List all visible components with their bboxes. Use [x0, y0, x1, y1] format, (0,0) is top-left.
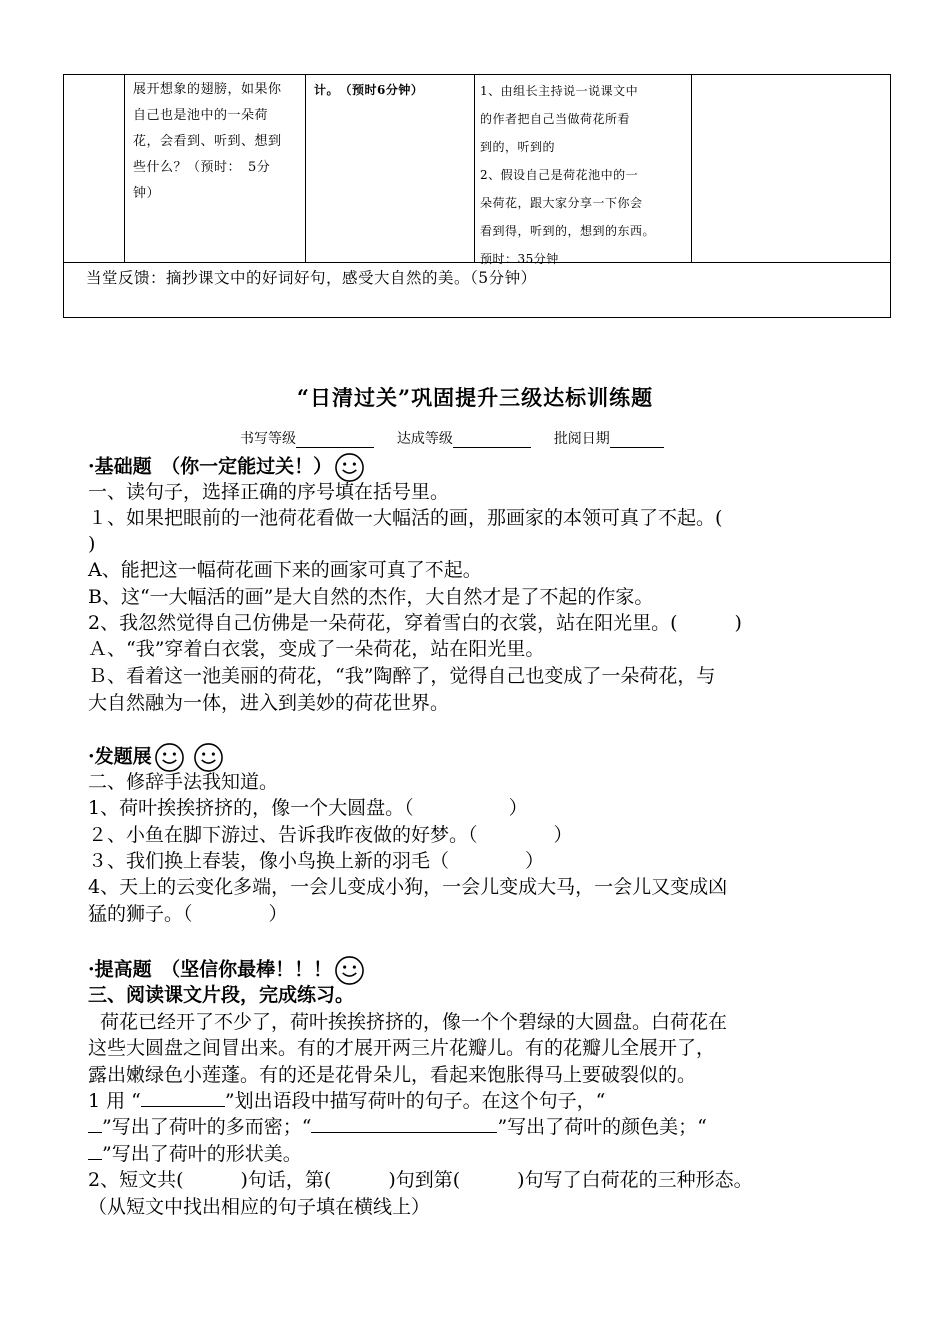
pass-grade-label: 达成等级 [396, 431, 453, 447]
steps-line: 2、假设自己是荷花池中的一 [480, 168, 639, 182]
activity-line: 钟） [133, 186, 161, 201]
passage-line: 露出嫩绿色小莲蓬。有的还是花骨朵儿，看起来饱胀得马上要破裂似的。 [88, 1064, 697, 1086]
question-3-2-text: ”写出了荷叶的多而密；“ [102, 1116, 312, 1138]
question-1-1-close: ) [88, 533, 96, 555]
review-date-blank[interactable] [610, 433, 664, 448]
steps-line: 朵荷花，跟大家分享一下你会 [480, 196, 643, 210]
question-3-3-text: ”写出了荷叶的形状美。 [102, 1143, 302, 1165]
activity-line: 花，会看到、听到、想到 [133, 134, 282, 149]
advanced-heading-text: ·提高题 （坚信你最棒！！！ [88, 958, 333, 981]
steps-line: 1、由组长主持说一说课文中 [480, 84, 639, 98]
steps-line: 预时：35分钟 [480, 252, 559, 266]
answer-blank[interactable] [88, 1142, 102, 1160]
question-1-1: １、如果把眼前的一池荷花看做一大幅活的画，那画家的本领可真了不起。( [88, 507, 723, 529]
develop-heading-text: ·发题展 [88, 745, 152, 768]
activity-cell [133, 77, 299, 207]
passage-line: 荷花已经开了不少了，荷叶挨挨挤挤的，像一个个碧绿的大圆盘。白荷花在 [100, 1011, 728, 1033]
question-2-4-cont: 猛的狮子。（ ） [88, 903, 288, 925]
question-3-3 [88, 1141, 302, 1168]
question-2-4: 4、天上的云变化多端，一会儿变成小狗，一会儿变成大马，一会儿又变成凶 [88, 876, 728, 898]
question-3-5: （从短文中找出相应的句子填在横线上） [88, 1196, 431, 1218]
answer-blank[interactable] [141, 1089, 225, 1107]
option-b-cont: 大自然融为一体，进入到美妙的荷花世界。 [88, 692, 450, 714]
lesson-plan-table [63, 74, 891, 318]
table-divider [64, 262, 890, 263]
question-3-4: 2、短文共( )句话，第( )句到第( )句写了白荷花的三种形态。 [88, 1169, 753, 1191]
review-date-label: 批阅日期 [553, 431, 610, 447]
question-3-intro: 三、阅读课文片段，完成练习。 [88, 984, 355, 1006]
question-3-1 [88, 1088, 605, 1115]
question-2-3: ３、我们换上春装，像小鸟换上新的羽毛（ ） [88, 850, 545, 872]
design-cell: 计。 （预时6分钟） [314, 83, 424, 97]
question-2-1: 1、荷叶挨挨挤挤的，像一个大圆盘。（ ） [88, 797, 528, 819]
page-title: “日清过关”巩固提升三级达标训练题 [296, 385, 654, 410]
question-2-2: ２、小鱼在脚下游过、告诉我昨夜做的好梦。（ ） [88, 824, 573, 846]
question-2-intro: 二、修辞手法我知道。 [88, 771, 279, 793]
question-3-2-text: ”写出了荷叶的颜色美；“ [497, 1116, 707, 1138]
table-divider [474, 75, 475, 262]
steps-line: 的作者把自己当做荷花所看 [480, 112, 631, 126]
basic-heading-text: ·基础题 （你一定能过关！） [88, 455, 333, 478]
grading-line [240, 428, 664, 448]
passage-line: 这些大圆盘之间冒出来。有的才展开两三片花瓣儿。有的花瓣儿全展开了， [88, 1037, 716, 1059]
feedback-row: 当堂反馈：摘抄课文中的好词好句，感受大自然的美。（5分钟） [86, 269, 537, 287]
answer-blank[interactable] [311, 1115, 497, 1133]
table-divider [305, 75, 306, 262]
option-b: B、这“一大幅活的画”是大自然的杰作，大自然才是了不起的作家。 [88, 586, 654, 608]
option-a: Ａ、“我”穿着白衣裳，变成了一朵荷花，站在阳光里。 [88, 638, 545, 660]
option-b: Ｂ、看着这一池美丽的荷花，“我”陶醉了，觉得自己也变成了一朵荷花，与 [88, 665, 716, 687]
option-a: A、能把这一幅荷花画下来的画家可真了不起。 [88, 559, 482, 581]
question-1-2: 2、我忽然觉得自己仿佛是一朵荷花，穿着雪白的衣裳，站在阳光里。( ) [88, 612, 742, 634]
steps-line: 看到得，听到的，想到的东西。 [480, 224, 656, 238]
activity-line: 自己也是池中的一朵荷 [133, 108, 269, 123]
writing-grade-blank[interactable] [296, 433, 374, 448]
steps-line: 到的，听到的 [480, 140, 556, 154]
activity-line: 些什么？（预时： 5分 [133, 160, 271, 175]
table-divider [691, 75, 692, 262]
table-divider [124, 75, 125, 262]
steps-cell [480, 77, 688, 273]
activity-line: 展开想象的翅膀，如果你 [133, 82, 282, 97]
question-3-1-text: 1 用 “ [88, 1090, 141, 1112]
pass-grade-blank[interactable] [453, 433, 531, 448]
question-3-2 [88, 1114, 707, 1141]
writing-grade-label: 书写等级 [240, 431, 296, 447]
answer-blank[interactable] [88, 1115, 102, 1133]
question-3-1-text: ”划出语段中描写荷叶的句子。在这个句子，“ [224, 1090, 606, 1112]
question-1-intro: 一、读句子，选择正确的序号填在括号里。 [88, 481, 450, 503]
